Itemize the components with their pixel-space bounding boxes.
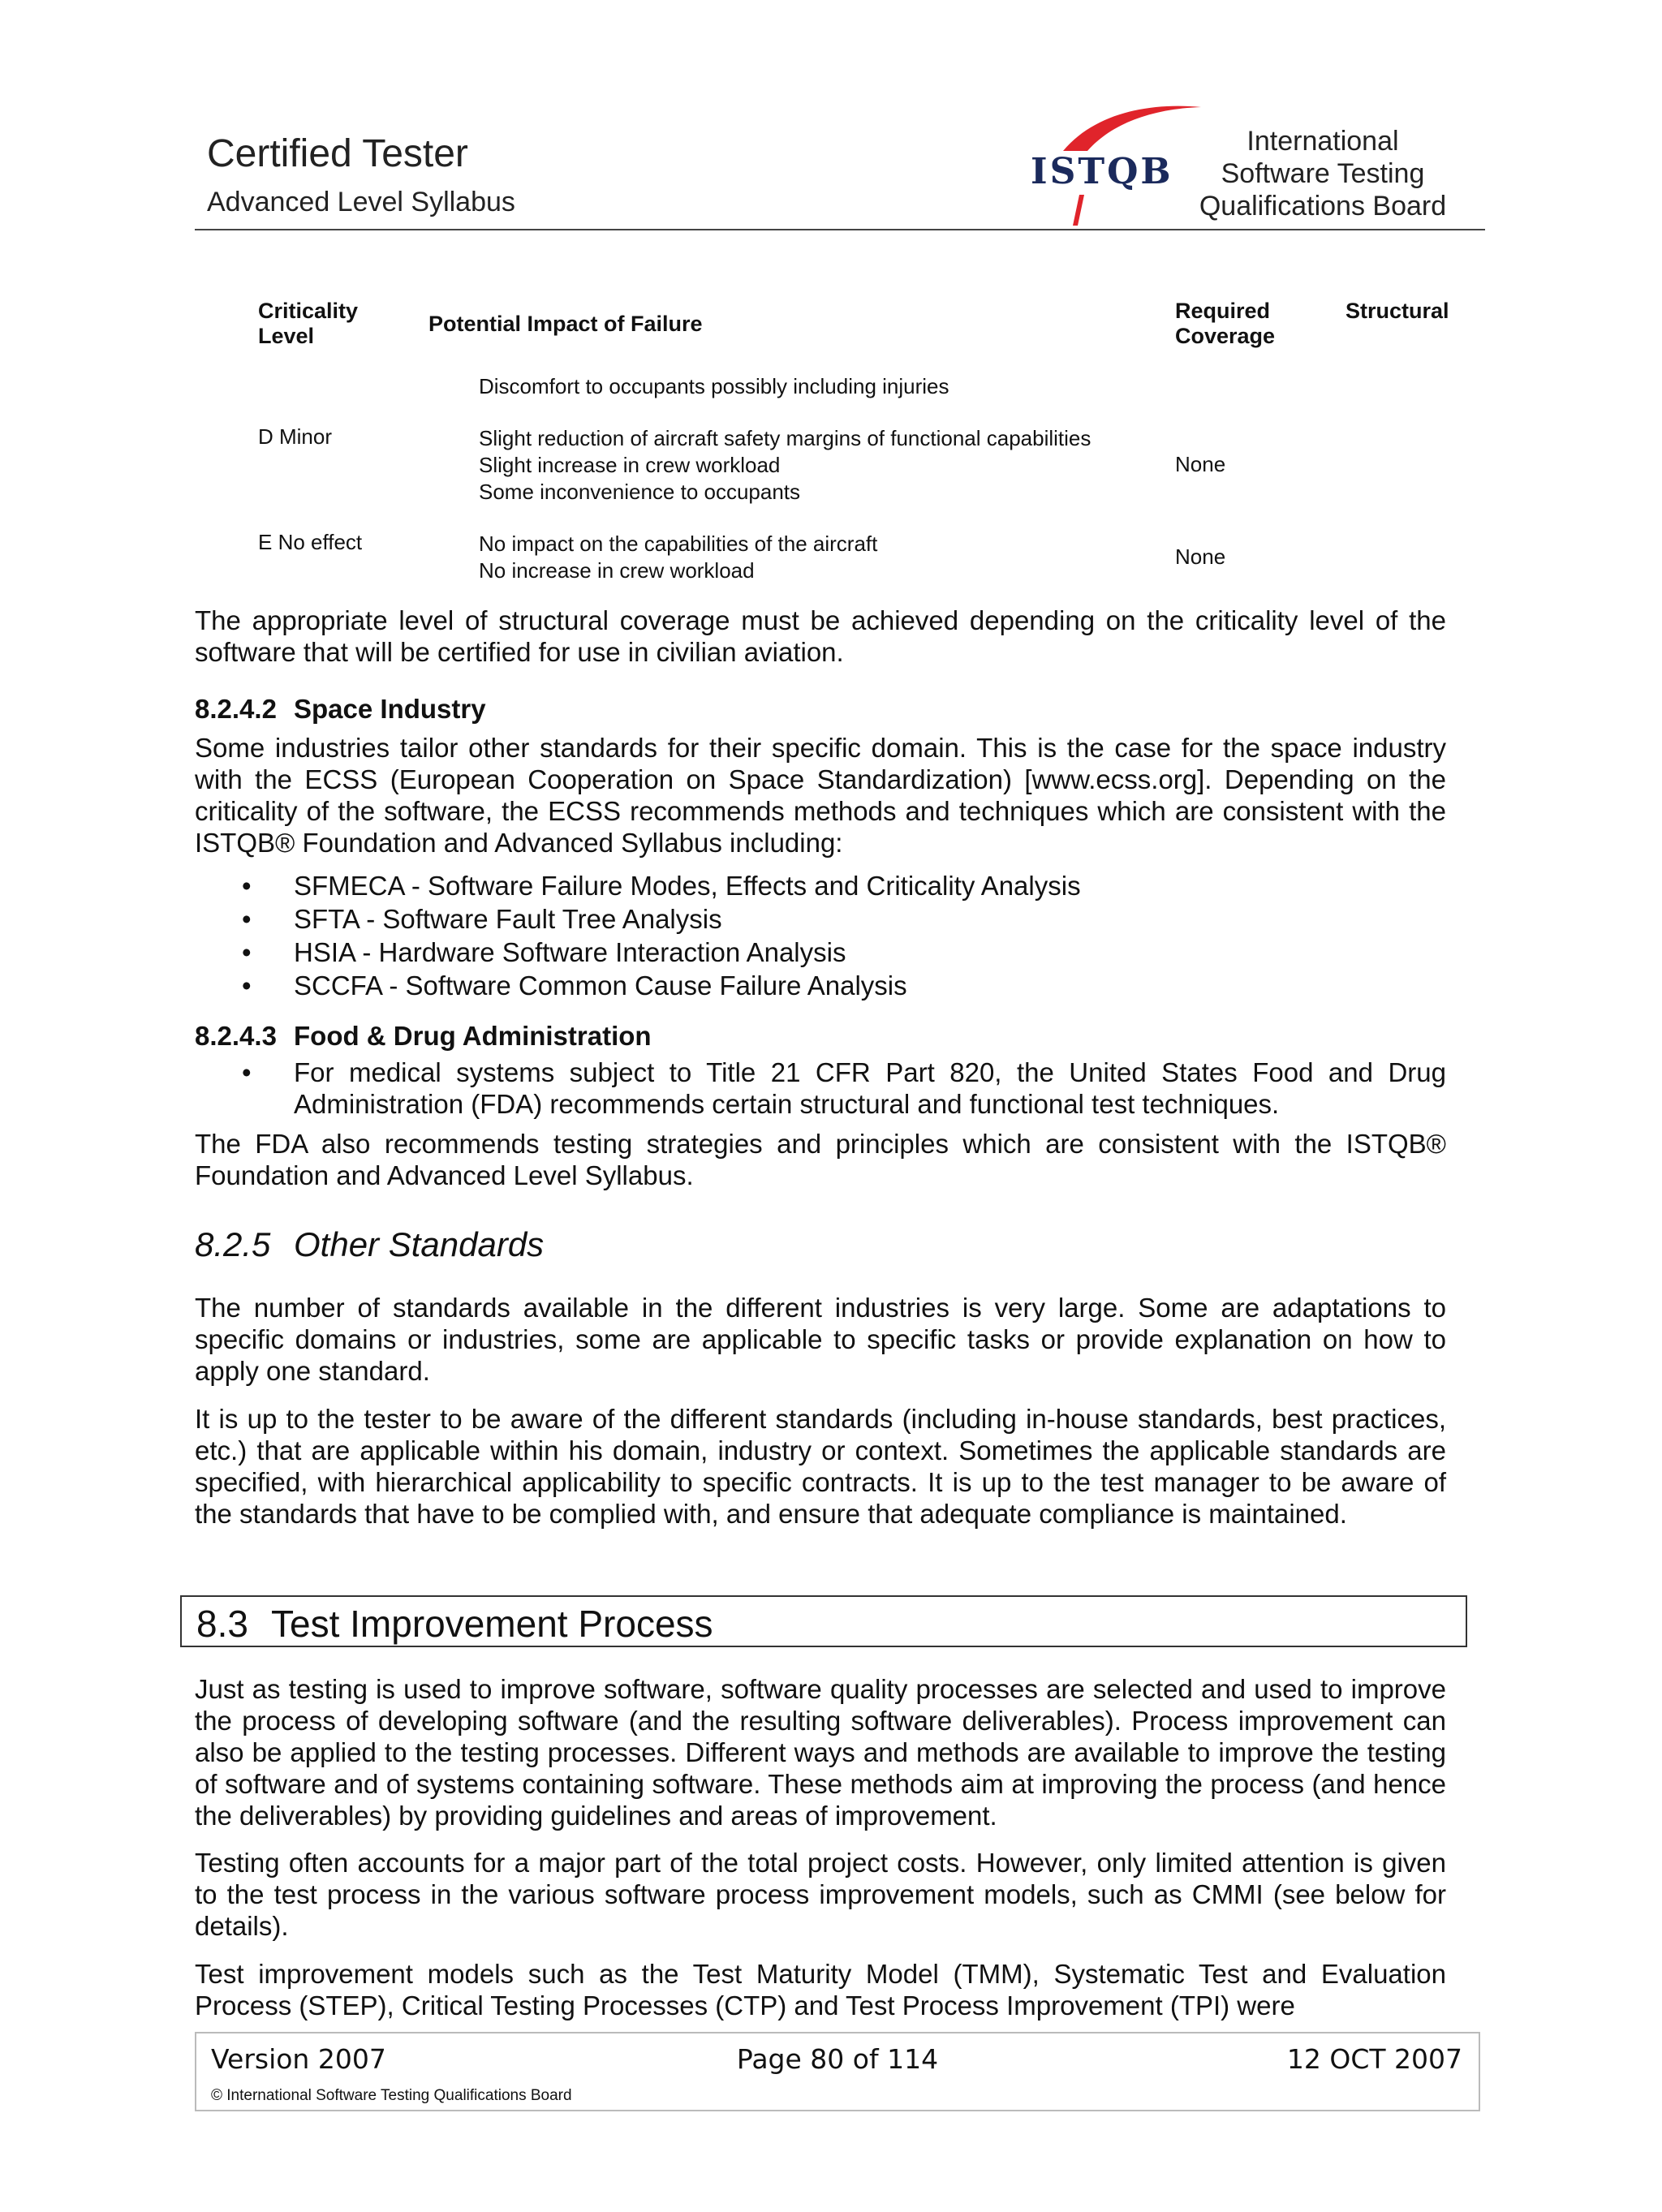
- column-header-structural: Structural: [1346, 299, 1449, 323]
- footer-copyright: © International Software Testing Qualifications Board: [211, 2087, 572, 2104]
- list-item: [195, 869, 1446, 902]
- column-header-impact: Potential Impact of Failure: [428, 312, 703, 336]
- heading-test-improvement-process: [180, 1595, 1467, 1647]
- bullet-icon: •: [242, 970, 252, 1001]
- impact-text: No impact on the capabilities of the aircraft: [479, 531, 878, 556]
- list-item: [195, 936, 1446, 969]
- footer-date: 12 OCT 2007: [1286, 2043, 1462, 2075]
- list-item: [195, 1057, 1446, 1120]
- required-coverage-e: None: [1175, 544, 1226, 569]
- paragraph-space-industry: Some industries tailor other standards for their specific domain. This is the case for the space industry with the ECSS (European Cooperation on Space Standardization) [www.ecss.org]. Depending on the criticality of the software, the ECSS recommends methods and techniques which are consistent with the ISTQB® Foundation and Advanced Syllabus including:: [195, 733, 1446, 858]
- list-item-text: SCCFA - Software Common Cause Failure Analysis: [294, 970, 907, 1001]
- list-item-text: SFTA - Software Fault Tree Analysis: [294, 904, 722, 934]
- footer-version: Version 2007: [211, 2043, 386, 2075]
- organization-name: [1160, 125, 1485, 222]
- document-title: Certified Tester: [207, 132, 468, 175]
- org-line: Software Testing: [1221, 158, 1425, 189]
- fda-list: [195, 1057, 1446, 1120]
- heading-number: 8.2.4.3: [195, 1021, 277, 1051]
- footer-page-number: Page 80 of 114: [736, 2043, 939, 2075]
- impact-text: Slight increase in crew workload: [479, 453, 781, 477]
- impact-text: Discomfort to occupants possibly including injuries: [479, 374, 949, 398]
- logo-text: ISTQB: [1031, 151, 1173, 192]
- list-item-text: HSIA - Hardware Software Interaction Analysis: [294, 937, 846, 967]
- heading-space-industry: [195, 694, 486, 725]
- document-subtitle: Advanced Level Syllabus: [207, 187, 515, 217]
- impact-text: Some inconvenience to occupants: [479, 480, 801, 504]
- paragraph-test-improvement-2: Testing often accounts for a major part of the total project costs. However, only limited attention is given to the test process in the various software process improvement models, such as CMMI (see below for details).: [195, 1848, 1446, 1941]
- bullet-icon: •: [242, 937, 252, 967]
- paragraph-test-improvement-3: Test improvement models such as the Test Maturity Model (TMM), Systematic Test and Evaluation Process (STEP), Critical Testing Processes (CTP) and Test Process Improvement (TPI) were: [195, 1959, 1446, 2020]
- heading-text: Food & Drug Administration: [294, 1021, 652, 1051]
- column-header-required-coverage: Required Coverage: [1175, 299, 1276, 348]
- impact-text: No increase in crew workload: [479, 558, 755, 583]
- space-methods-list: [195, 869, 1446, 1002]
- criticality-level-e: E No effect: [258, 530, 363, 554]
- heading-text: Other Standards: [294, 1225, 545, 1263]
- heading-other-standards: [195, 1225, 544, 1264]
- heading-text: Test Improvement Process: [271, 1603, 713, 1645]
- bullet-icon: •: [242, 1057, 252, 1087]
- paragraph-test-improvement-1: Just as testing is used to improve software, software quality processes are selected and used to improve the process of developing software (and the resulting software deliverables). Process improvement can also be applied to the testing processes. Different ways and methods are available to improve the testing of software and of systems containing software. These methods aim at improving the process (and hence the deliverables) by providing guidelines and areas of improvement.: [195, 1674, 1446, 1831]
- header-divider: [195, 229, 1485, 230]
- heading-text: Space Industry: [294, 694, 486, 724]
- heading-number: 8.3: [196, 1603, 248, 1645]
- org-line: International: [1246, 126, 1399, 157]
- paragraph-other-standards-2: It is up to the tester to be aware of the different standards (including in-house standards, best practices, etc.) that are applicable within his domain, industry or context. Sometimes the applicable standards are specified, with hierarchical applicability to specific contracts. It is up to the test manager to be aware of the standards that have to be complied with, and ensure that adequate compliance is maintained.: [195, 1404, 1446, 1529]
- list-item: [195, 902, 1446, 936]
- org-line: Qualifications Board: [1199, 191, 1447, 222]
- list-item-text: For medical systems subject to Title 21 CFR Part 820, the United States Food and Drug Administration (FDA) recommends certain structural and functional test techniques.: [294, 1057, 1446, 1119]
- required-coverage-d: None: [1175, 452, 1226, 476]
- impact-text: Slight reduction of aircraft safety margins of functional capabilities: [479, 426, 1091, 450]
- heading-number: 8.2.4.2: [195, 694, 277, 724]
- list-item-text: SFMECA - Software Failure Modes, Effects and Criticality Analysis: [294, 871, 1081, 901]
- criticality-level-d: D Minor: [258, 424, 333, 449]
- bullet-icon: •: [242, 871, 252, 901]
- column-header-criticality-level: Criticality Level: [258, 299, 359, 348]
- list-item: [195, 969, 1446, 1002]
- heading-number: 8.2.5: [195, 1225, 271, 1263]
- page-footer: [195, 2032, 1480, 2111]
- paragraph-other-standards-1: The number of standards available in the different industries is very large. Some are adaptations to specific domains or industries, some are applicable to specific tasks or provide explanation on how to apply one standard.: [195, 1293, 1446, 1386]
- heading-fda: [195, 1021, 652, 1052]
- paragraph-coverage: The appropriate level of structural coverage must be achieved depending on the criticality level of the software that will be certified for use in civilian aviation.: [195, 605, 1446, 667]
- bullet-icon: •: [242, 904, 252, 934]
- paragraph-fda: The FDA also recommends testing strategies and principles which are consistent with the ISTQB® Foundation and Advanced Level Syllabus.: [195, 1129, 1446, 1190]
